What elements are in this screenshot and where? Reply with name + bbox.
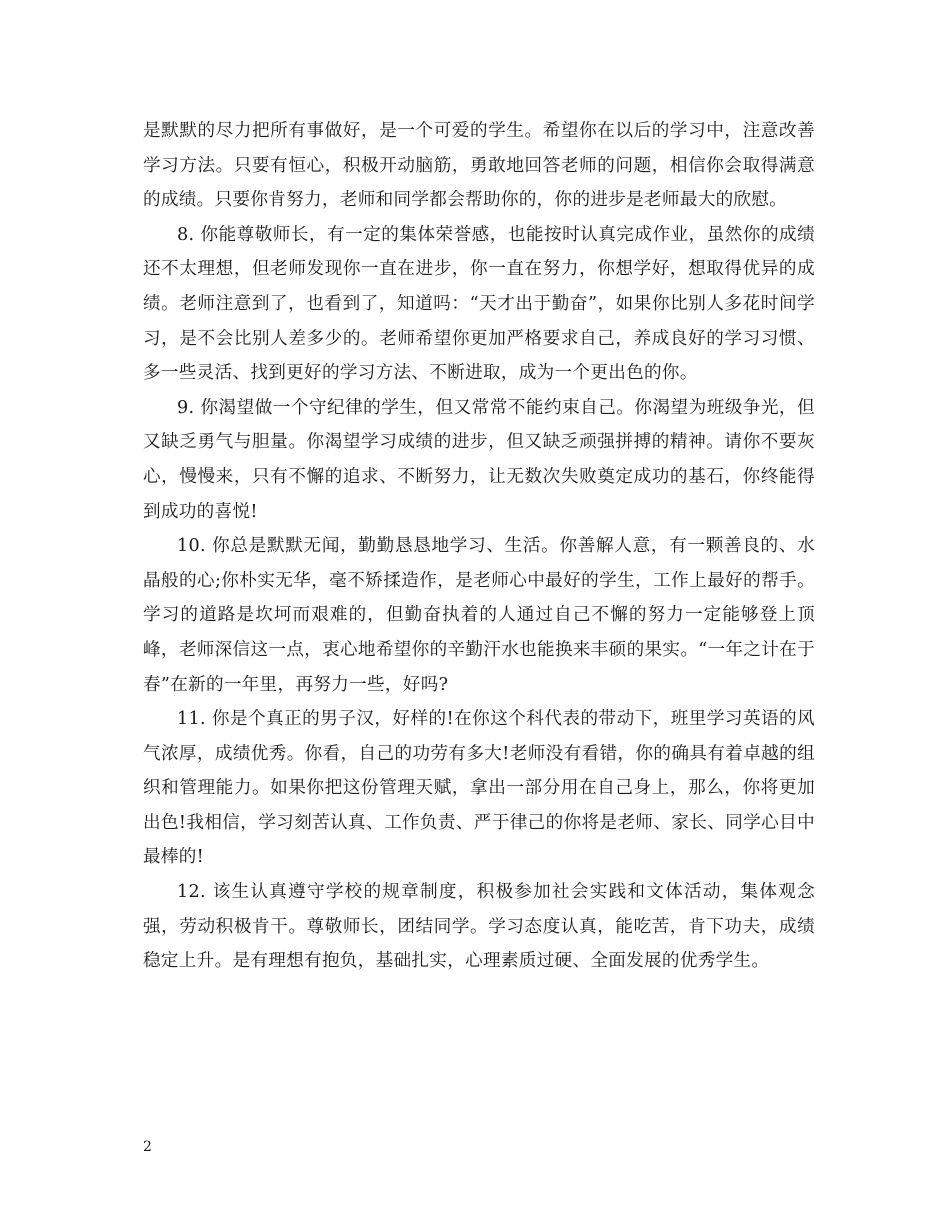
page-number: 2 <box>143 1139 152 1155</box>
paragraph-item-10: 10. 你总是默默无闻，勤勤恳恳地学习、生活。你善解人意，有一颗善良的、水晶般的心;你朴实无华，毫不矫揉造作，是老师心中最好的学生，工作上最好的帮手。学习的道路是坎坷而艰难的，但勤奋执着的人通过自己不懈的努力一定能够登上顶峰，老师深信这一点，衷心地希望你的辛勤汗水也能换来丰硕的果实。“一年之计在于春”在新的一年里，再努力一些，好吗? <box>143 536 815 695</box>
document-body <box>143 114 815 979</box>
paragraph-item-11: 11. 你是个真正的男子汉，好样的!在你这个科代表的带动下，班里学习英语的风气浓厚，成绩优秀。你看，自己的功劳有多大!老师没有看错，你的确具有着卓越的组织和管理能力。如果你把这份管理天赋，拿出一部分用在自己身上，那么，你将更加出色!我相信，学习刻苦认真、工作负责、严于律己的你将是老师、家长、同学心目中最棒的! <box>143 709 815 868</box>
paragraph-item-12: 12. 该生认真遵守学校的规章制度，积极参加社会实践和文体活动，集体观念强，劳动积极肯干。尊敬师长，团结同学。学习态度认真，能吃苦，肯下功夫，成绩稳定上升。是有理想有抱负，基础扎实，心理素质过硬、全面发展的优秀学生。 <box>143 882 815 972</box>
paragraph-item-9: 9. 你渴望做一个守纪律的学生，但又常常不能约束自己。你渴望为班级争光，但又缺乏勇气与胆量。你渴望学习成绩的进步，但又缺乏顽强拼搏的精神。请你不要灰心，慢慢来，只有不懈的追求、不断努力，让无数次失败奠定成功的基石，你终能得到成功的喜悦! <box>143 397 815 522</box>
paragraph-item-8: 8. 你能尊敬师长，有一定的集体荣誉感，也能按时认真完成作业，虽然你的成绩还不太理想，但老师发现你一直在进步，你一直在努力，你想学好，想取得优异的成绩。老师注意到了，也看到了，知道吗：“天才出于勤奋”，如果你比别人多花时间学习，是不会比别人差多少的。老师希望你更加严格要求自己，养成良好的学习习惯、多一些灵活、找到更好的学习方法、不断进取，成为一个更出色的你。 <box>143 224 815 384</box>
paragraph-continuation: 是默默的尽力把所有事做好，是一个可爱的学生。希望你在以后的学习中，注意改善学习方法。只要有恒心，积极开动脑筋，勇敢地回答老师的问题，相信你会取得满意的成绩。只要你肯努力，老师和同学都会帮助你的，你的进步是老师最大的欣慰。 <box>143 121 815 211</box>
